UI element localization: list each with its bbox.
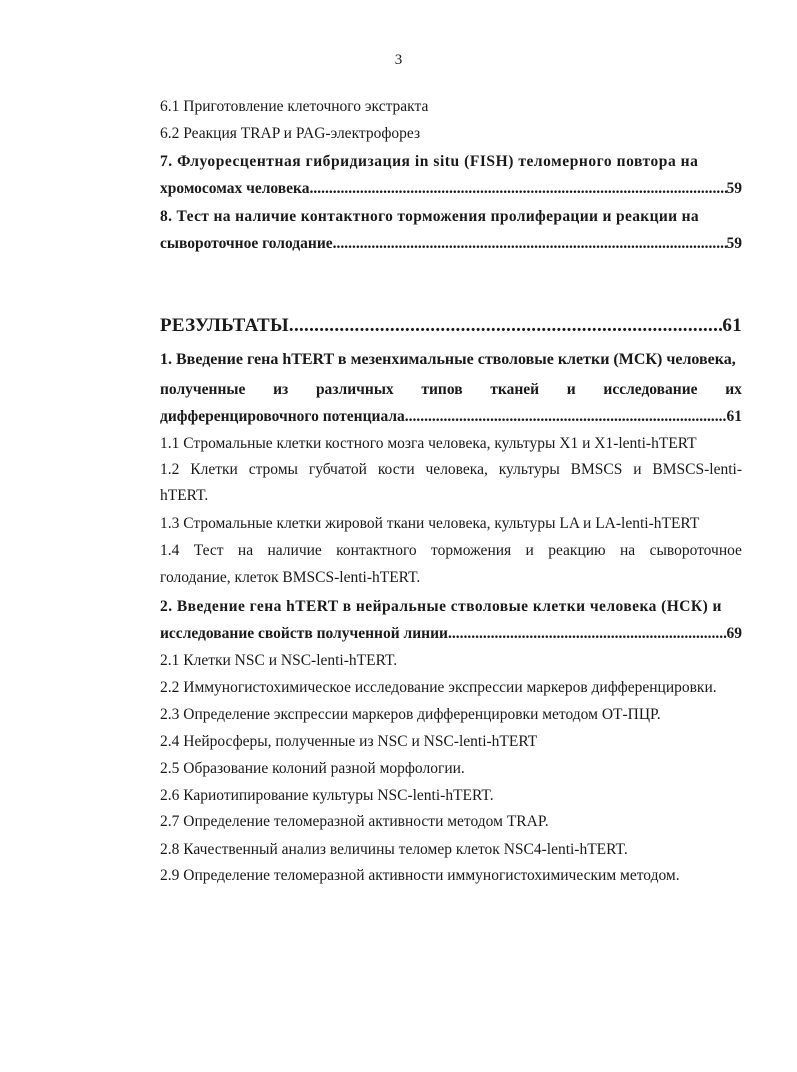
word: Тест (193, 542, 224, 559)
toc-entry-8: 8. Тест на наличие контактного торможения пролиферации и реакции на (160, 208, 700, 225)
word: стромы (248, 461, 298, 478)
toc-entry-2-2: 2.2 Иммуногистохимическое исследование экспрессии маркеров дифференцировки. (160, 679, 717, 696)
toc-page-number: 61 (726, 408, 742, 425)
toc-entry-label: дифференцировочного потенциала (160, 408, 405, 425)
toc-entry-7-cont (160, 179, 742, 199)
toc-leader-dots (333, 234, 727, 254)
word: культуры (498, 461, 560, 478)
word: BMSCS (570, 461, 623, 478)
word: 1.4 (160, 542, 180, 559)
toc-entry-2-9: 2.9 Определение теломеразной активности иммуногистохимическим методом. (160, 867, 680, 884)
toc-entry-2-8: 2.8 Качественный анализ величины теломер клеток NSC4-lenti-hTERT. (160, 841, 628, 858)
word: на (237, 542, 254, 559)
word: и (525, 542, 534, 559)
toc-entry-label: исследование свойств полученной линии (160, 625, 448, 642)
word: человека, (425, 461, 488, 478)
toc-leader-dots (448, 624, 727, 644)
word: губчатой (308, 461, 367, 478)
toc-leader-dots (289, 316, 722, 342)
toc-entry-1-4 (160, 541, 742, 561)
toc-entry-1-1: 1.1 Стромальные клетки костного мозга человека, культуры X1 и X1-lenti-hTERT (160, 435, 697, 452)
word: на (620, 542, 636, 559)
word: кости (377, 461, 415, 478)
word: контактного (336, 542, 417, 559)
word: реакцию (548, 542, 606, 559)
word: их (725, 381, 742, 398)
word: торможения (431, 542, 512, 559)
word: из (273, 381, 289, 398)
toc-entry-6-2: 6.2 Реакция TRAP и PAG-электрофорез (160, 125, 421, 142)
toc-leader-dots (313, 179, 726, 199)
word: сывороточное (649, 542, 742, 559)
word: и (633, 461, 642, 478)
toc-entry-2-6: 2.6 Кариотипирование культуры NSC-lenti-hTERT. (160, 787, 494, 804)
word: BMSCS-lenti- (652, 461, 742, 478)
word: и (566, 381, 576, 398)
page-number: 3 (394, 52, 403, 68)
toc-entry-6-1: 6.1 Приготовление клеточного экстракта (160, 98, 429, 115)
word: полученные (160, 381, 246, 398)
word: 1.2 (160, 461, 180, 478)
toc-page-number: 61 (722, 316, 742, 336)
toc-entry-2-5: 2.5 Образование колоний разной морфологии. (160, 760, 465, 777)
toc-entry-label: РЕЗУЛЬТАТЫ (160, 316, 289, 336)
toc-leader-dots (405, 407, 727, 427)
word: Клетки (190, 461, 238, 478)
toc-entry-2: 2. Введение гена hTERT в нейральные стволовые клетки человека (НСК) и (160, 598, 722, 615)
toc-page-number: 59 (726, 180, 742, 197)
toc-entry-1-4-cont: голодание, клеток BMSCS-lenti-hTERT. (160, 569, 421, 586)
toc-entry-label: сывороточное голодание (160, 235, 333, 252)
word: исследование (603, 381, 698, 398)
toc-entry-8-cont (160, 234, 742, 254)
toc-entry-1: 1. Введение гена hTERT в мезенхимальные стволовые клетки (МСК) человека, (160, 351, 736, 368)
toc-entry-1-cont (160, 407, 742, 427)
word: тканей (490, 381, 540, 398)
toc-entry-1-2 (160, 460, 742, 480)
toc-entry-1-justified (160, 380, 742, 400)
word: различных (315, 381, 394, 398)
toc-entry-2-4: 2.4 Нейросферы, полученные из NSC и NSC-lenti-hTERT (160, 733, 538, 750)
toc-entry-2-cont (160, 624, 742, 644)
word: наличие (267, 542, 322, 559)
toc-entry-2-7: 2.7 Определение теломеразной активности методом TRAP. (160, 813, 549, 830)
toc-entry-2-1: 2.1 Клетки NSC и NSC-lenti-hTERT. (160, 652, 398, 669)
toc-page-number: 59 (726, 235, 742, 252)
section-results-heading (160, 316, 742, 342)
toc-entry-1-2-cont: hTERT. (160, 487, 209, 504)
word: типов (421, 381, 463, 398)
toc-entry-label: хромосомах человека. (160, 180, 314, 197)
toc-entry-1-3: 1.3 Стромальные клетки жировой ткани человека, культуры LA и LA-lenti-hTERT (160, 515, 700, 532)
toc-entry-2-3: 2.3 Определение экспрессии маркеров дифференцировки методом ОТ-ПЦР. (160, 706, 661, 723)
toc-entry-7: 7. Флуоресцентная гибридизация in situ (FISH) теломерного повтора на (160, 153, 699, 170)
toc-page-number: 69 (726, 625, 742, 642)
